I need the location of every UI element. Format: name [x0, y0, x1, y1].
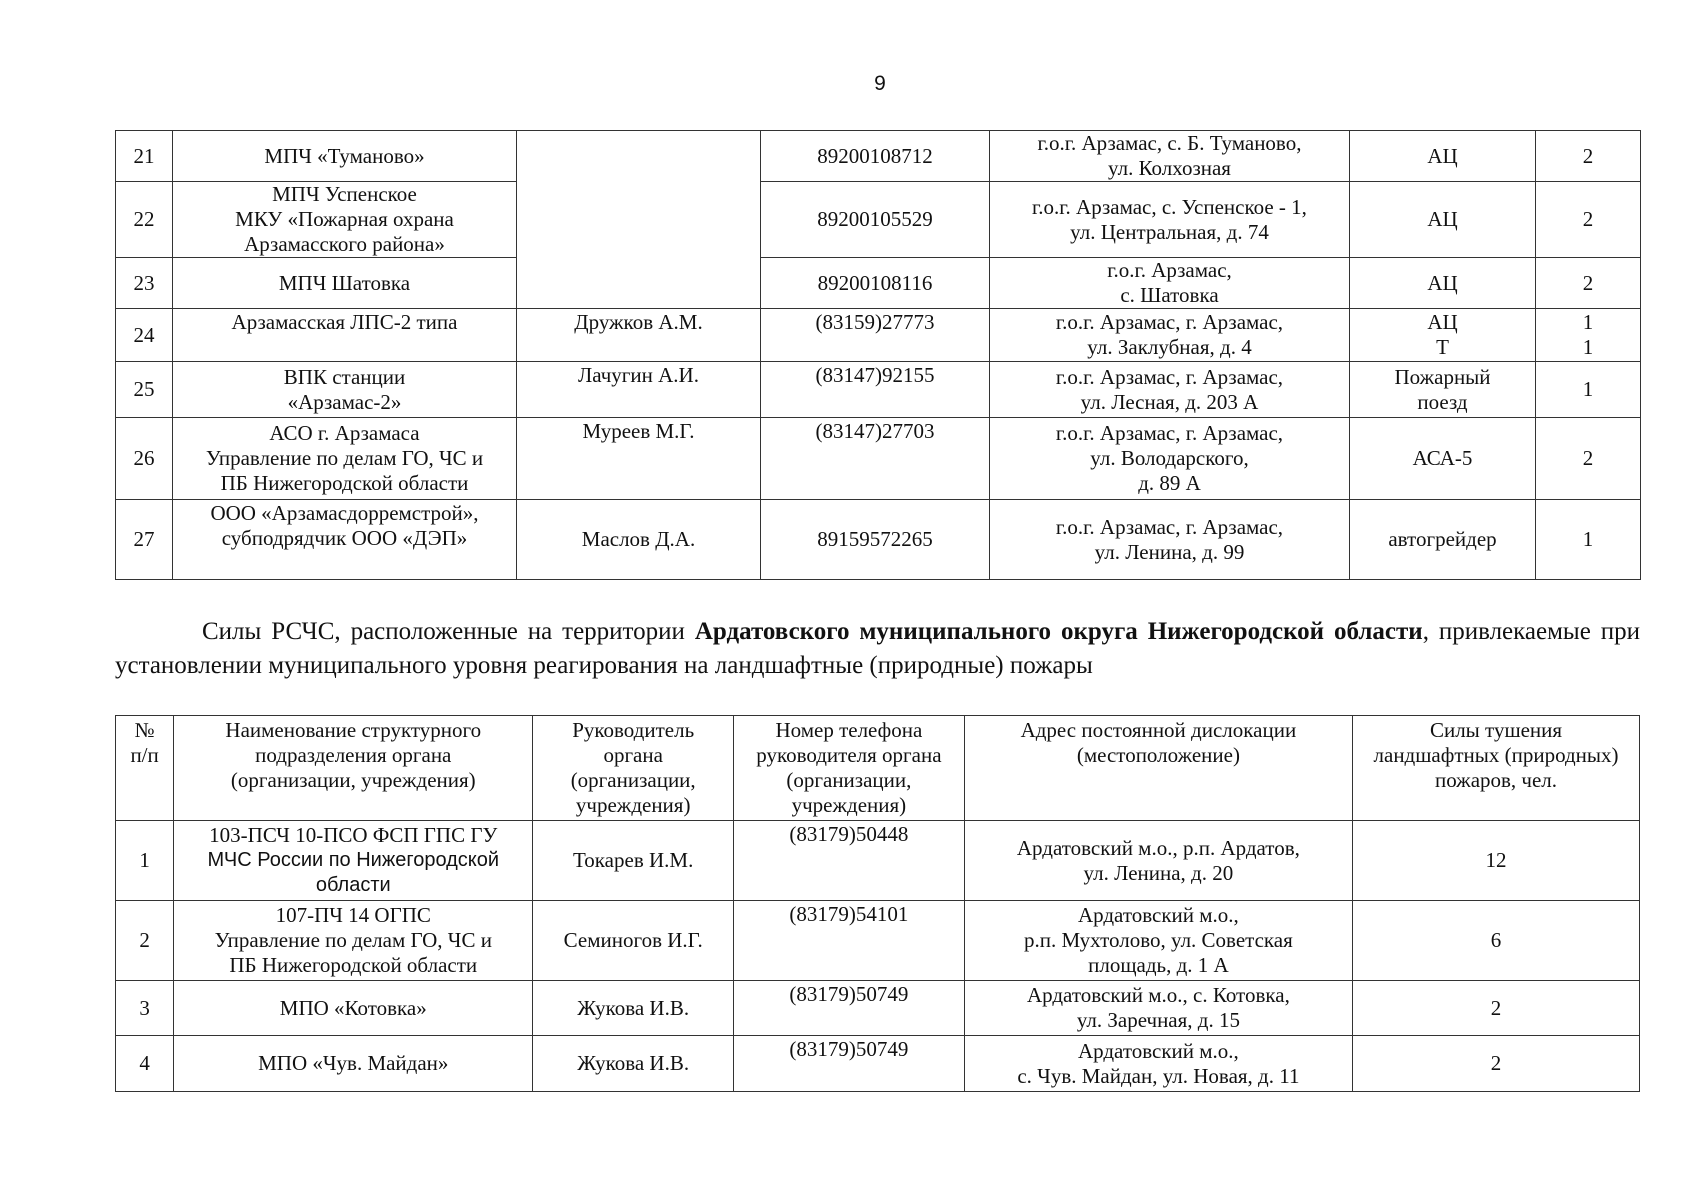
forces-count: 2: [1353, 1036, 1640, 1092]
column-header-head: Руководитель органа (организации, учреждения): [533, 716, 734, 821]
table-row: [116, 1036, 1640, 1092]
equipment-count: 1: [1536, 500, 1641, 580]
equipment-count: 1 1: [1536, 309, 1641, 362]
address: г.о.г. Арзамас, г. Арзамас, ул. Лесная, д. 203 А: [990, 362, 1350, 418]
unit-name: МПЧ «Туманово»: [173, 131, 517, 182]
address: г.о.г. Арзамас, с. Шатовка: [990, 258, 1350, 309]
table-row: [116, 362, 1641, 418]
unit-name: АСО г. Арзамаса Управление по делам ГО, ЧС и ПБ Нижегородской области: [173, 418, 517, 500]
phone-number: (83147)27703: [761, 418, 990, 500]
unit-head: Токарев И.М.: [533, 821, 734, 901]
unit-head: Муреев М.Г.: [517, 418, 761, 500]
row-number: 23: [116, 258, 173, 309]
unit-name: Арзамасская ЛПС-2 типа: [173, 309, 517, 362]
address: Ардатовский м.о., с. Котовка, ул. Заречная, д. 15: [964, 981, 1352, 1036]
table-row: [116, 131, 1641, 182]
row-number: 26: [116, 418, 173, 500]
row-number: 21: [116, 131, 173, 182]
phone-number: (83179)50749: [734, 981, 965, 1036]
row-number: 24: [116, 309, 173, 362]
row-number: 3: [116, 981, 174, 1036]
equipment-count: 2: [1536, 418, 1641, 500]
column-header-forces: Силы тушения ландшафтных (природных) пожаров, чел.: [1353, 716, 1640, 821]
forces-count: 6: [1353, 901, 1640, 981]
table-header-row: [116, 716, 1640, 821]
table-row: [116, 981, 1640, 1036]
address: г.о.г. Арзамас, с. Успенское - 1, ул. Центральная, д. 74: [990, 182, 1350, 258]
column-header-phone: Номер телефона руководителя органа (организации, учреждения): [734, 716, 965, 821]
phone-number: (83179)50448: [734, 821, 965, 901]
row-number: 22: [116, 182, 173, 258]
row-number: 27: [116, 500, 173, 580]
row-number: 25: [116, 362, 173, 418]
phone-number: (83147)92155: [761, 362, 990, 418]
equipment-count: 2: [1536, 258, 1641, 309]
equipment: АСА-5: [1350, 418, 1536, 500]
section-heading: Силы РСЧС, расположенные на территории Ардатовского муниципального округа Нижегородской области, привлекаемые при установлении муниципального уровня реагирования на ландшафтные (природные) пожары: [115, 618, 1640, 679]
column-header-unit-name: Наименование структурного подразделения органа (организации, учреждения): [174, 716, 533, 821]
forces-count: 2: [1353, 981, 1640, 1036]
equipment-count: 2: [1536, 182, 1641, 258]
address: г.о.г. Арзамас, г. Арзамас, ул. Ленина, д. 99: [990, 500, 1350, 580]
unit-head: Дружков А.М.: [517, 309, 761, 362]
address: Ардатовский м.о., р.п. Мухтолово, ул. Советская площадь, д. 1 А: [964, 901, 1352, 981]
phone-number: 89200105529: [761, 182, 990, 258]
column-header-number: № п/п: [116, 716, 174, 821]
phone-number: (83179)54101: [734, 901, 965, 981]
table-row: [116, 258, 1641, 309]
unit-name: МПЧ Шатовка: [173, 258, 517, 309]
unit-head: Семиногов И.Г.: [533, 901, 734, 981]
table-row: [116, 901, 1640, 981]
equipment: АЦ: [1350, 258, 1536, 309]
address: г.о.г. Арзамас, г. Арзамас, ул. Володарского, д. 89 А: [990, 418, 1350, 500]
unit-head: Жукова И.В.: [533, 1036, 734, 1092]
unit-head: [517, 131, 761, 309]
table-row: [116, 821, 1640, 901]
unit-head: Жукова И.В.: [533, 981, 734, 1036]
forces-count: 12: [1353, 821, 1640, 901]
unit-name: МПО «Чув. Майдан»: [174, 1036, 533, 1092]
row-number: 1: [116, 821, 174, 901]
table-row: [116, 309, 1641, 362]
page-number: 9: [874, 72, 886, 95]
unit-name: 103-ПСЧ 10-ПСО ФСП ГПС ГУ МЧС России по Нижегородской области: [174, 821, 533, 901]
unit-name: 107-ПЧ 14 ОГПС Управление по делам ГО, ЧС и ПБ Нижегородской области: [174, 901, 533, 981]
address: Ардатовский м.о., с. Чув. Майдан, ул. Новая, д. 11: [964, 1036, 1352, 1092]
unit-name: ООО «Арзамасдорремстрой», субподрядчик ООО «ДЭП»: [173, 500, 517, 580]
unit-head: Маслов Д.А.: [517, 500, 761, 580]
unit-head: Лачугин А.И.: [517, 362, 761, 418]
unit-name: ВПК станции «Арзамас-2»: [173, 362, 517, 418]
unit-name: МПО «Котовка»: [174, 981, 533, 1036]
phone-number: (83159)27773: [761, 309, 990, 362]
equipment: АЦ Т: [1350, 309, 1536, 362]
phone-number: 89200108712: [761, 131, 990, 182]
table-row: [116, 500, 1641, 580]
phone-number: 89159572265: [761, 500, 990, 580]
row-number: 2: [116, 901, 174, 981]
equipment: Пожарный поезд: [1350, 362, 1536, 418]
section-heading-bold: Ардатовского муниципального округа Нижегородской области: [694, 618, 1423, 645]
forces-table-continued: [115, 130, 1641, 580]
address: Ардатовский м.о., р.п. Ардатов, ул. Ленина, д. 20: [964, 821, 1352, 901]
equipment: автогрейдер: [1350, 500, 1536, 580]
phone-number: (83179)50749: [734, 1036, 965, 1092]
column-header-address: Адрес постоянной дислокации (местоположение): [964, 716, 1352, 821]
table-row: [116, 418, 1641, 500]
landscape-fire-forces-table: [115, 715, 1640, 1092]
equipment: АЦ: [1350, 182, 1536, 258]
equipment-count: 2: [1536, 131, 1641, 182]
phone-number: 89200108116: [761, 258, 990, 309]
address: г.о.г. Арзамас, с. Б. Туманово, ул. Колхозная: [990, 131, 1350, 182]
table-row: [116, 182, 1641, 258]
address: г.о.г. Арзамас, г. Арзамас, ул. Заклубная, д. 4: [990, 309, 1350, 362]
equipment-count: 1: [1536, 362, 1641, 418]
row-number: 4: [116, 1036, 174, 1092]
equipment: АЦ: [1350, 131, 1536, 182]
unit-name: МПЧ Успенское МКУ «Пожарная охрана Арзамасского района»: [173, 182, 517, 258]
